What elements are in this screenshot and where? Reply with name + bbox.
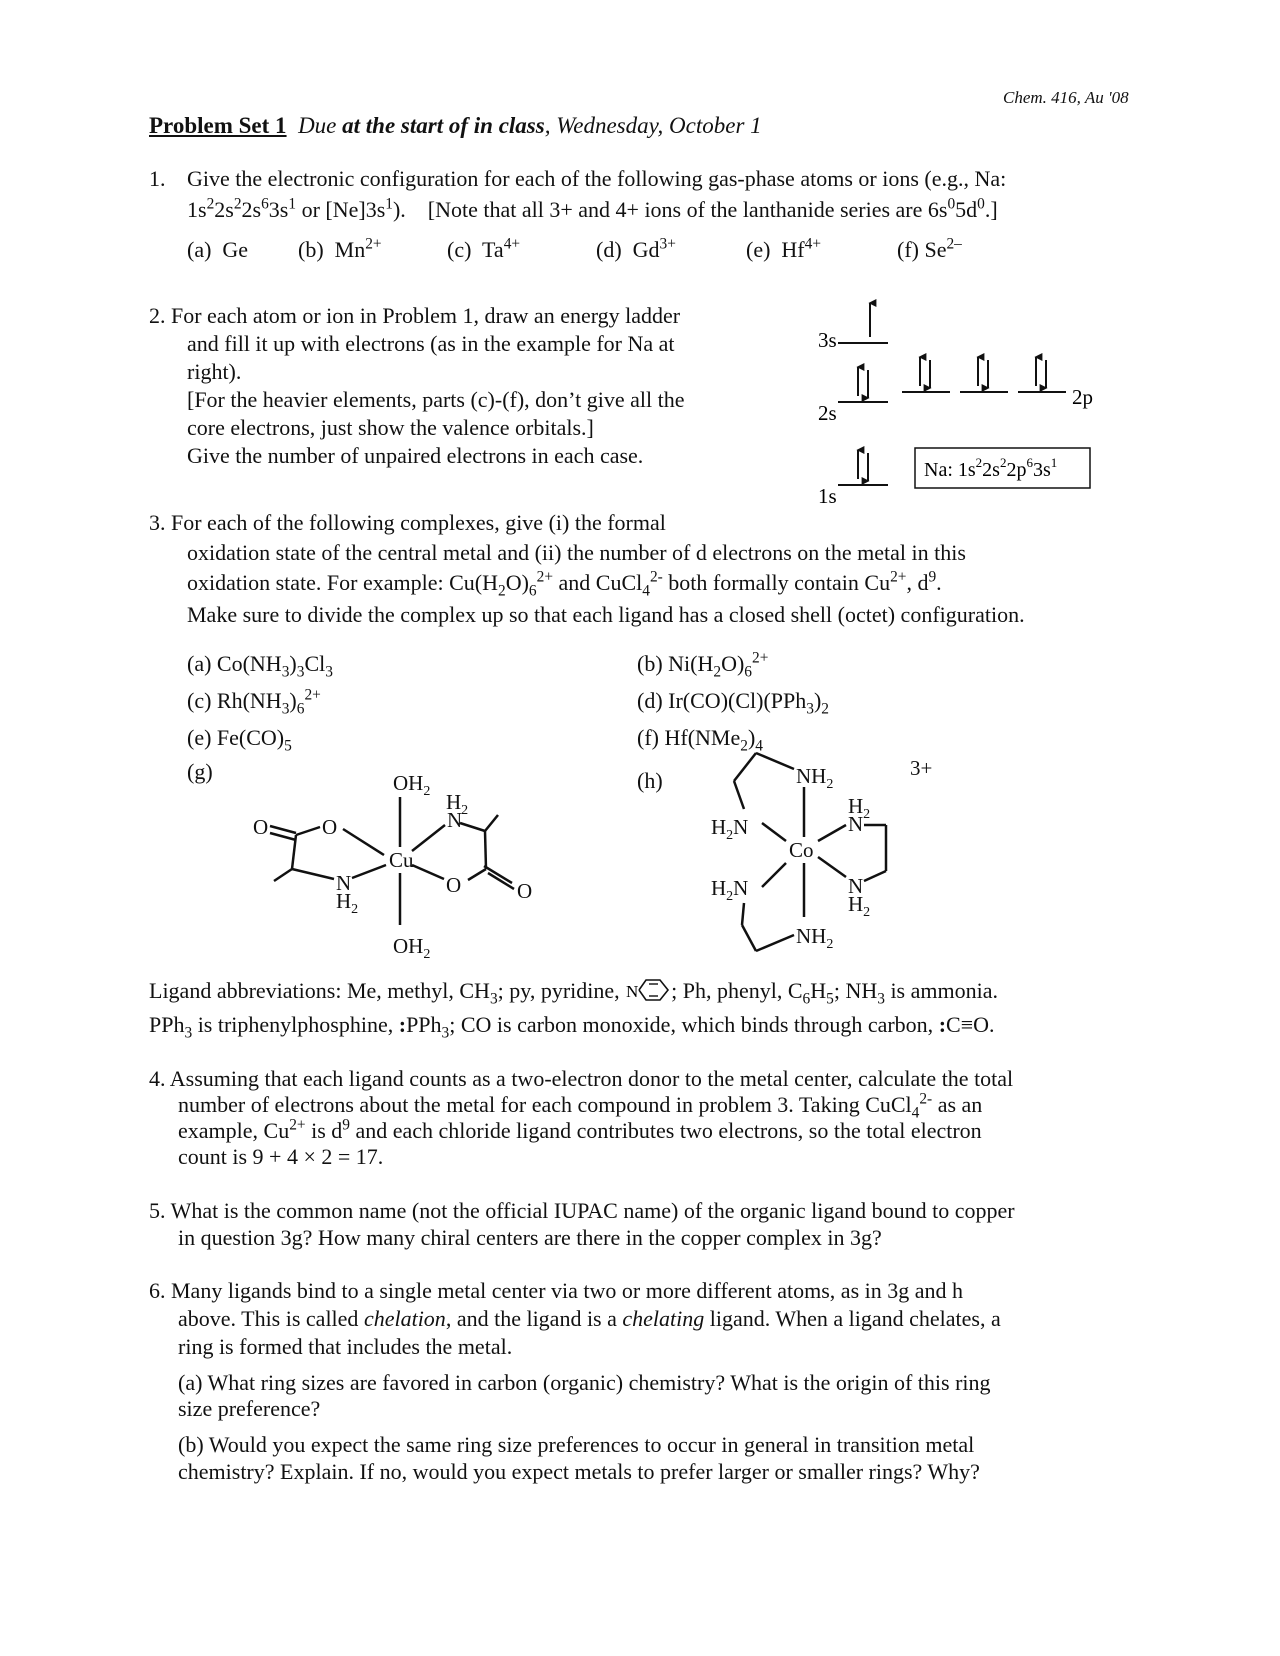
structure-h-cobalt-complex <box>700 745 980 965</box>
p1-part-f: (f) $Se^{2-}$ <box>897 235 962 262</box>
p4-line4: count is 9 + 4 × 2 = 17. <box>178 1144 384 1169</box>
ligand-line2: PPh$_3$ is triphenylphosphine, :PPh$_3$; CO is carbon monoxide, which binds through carbon, :C≡O. <box>149 1012 995 1042</box>
orbital-2p-2 <box>960 357 1008 392</box>
nh2-bottom-label: $NH_2$ <box>796 924 834 952</box>
p1-line1: Give the electronic configuration for each of the following gas-phase atoms or ions (e.g., Na: <box>187 166 1007 191</box>
p1-config: $1s^22s^22s^63s^1$ or $[Ne]3s^1$). <box>187 195 406 222</box>
due-date: , Wednesday, October 1 <box>544 113 762 138</box>
p6-line1: 6. Many ligands bind to a single metal center via two or more different atoms, as in 3g and h <box>149 1278 964 1303</box>
p6-line3: ring is formed that includes the metal. <box>178 1334 513 1359</box>
h2n-lower-left: $H_2N$ <box>711 876 749 904</box>
p1-part-b: (b) $Mn^{2+}$ <box>298 235 382 262</box>
n-lower-right: N <box>848 874 864 898</box>
p3-item-b: (b) $Ni(H_2O)_6^{2+}$ <box>637 649 769 681</box>
orbital-3s <box>818 303 888 352</box>
oh2-top-label: $OH_2$ <box>393 771 431 799</box>
page-title <box>149 112 762 140</box>
p3-line2: oxidation state of the central metal and (ii) the number of d electrons on the metal in this <box>187 540 966 565</box>
p2-line1: 2. For each atom or ion in Problem 1, draw an energy ladder <box>149 303 681 328</box>
h2-lower-right: $H_2$ <box>848 892 871 920</box>
cu-label: Cu <box>389 848 414 872</box>
p1-part-e: (e) $Hf^{4+}$ <box>746 235 822 262</box>
p3-item-g: (g) <box>187 759 213 784</box>
p3-item-c: (c) $Rh(NH_3)_6^{2+}$ <box>187 686 321 718</box>
amine-n-right: N <box>447 808 463 832</box>
p3-line3: oxidation state. For example: $Cu(H_2O)_6^{2+}$ and CuCl$_4^{2-}$ both formally contain $Cu^{2+}$, $d^9$. <box>187 568 942 600</box>
p3-item-d: (d) $Ir(CO)(Cl)(PPh_3)_2$ <box>637 688 829 718</box>
n-upper-right: N <box>848 812 864 836</box>
p4-line1: 4. Assuming that each ligand counts as a two-electron donor to the metal center, calculate the total <box>149 1066 1014 1091</box>
course-header: Chem. 416, Au '08 <box>1003 88 1129 107</box>
p6a-line1: (a) What ring sizes are favored in carbon (organic) chemistry? What is the origin of this ring <box>178 1370 991 1395</box>
due-prefix: Due <box>298 113 343 138</box>
p6a-line2: size preference? <box>178 1396 321 1421</box>
p5-line1: 5. What is the common name (not the official IUPAC name) of the organic ligand bound to copper <box>149 1198 1015 1223</box>
label-2p: 2p <box>1072 385 1093 409</box>
structure-g-copper-complex <box>250 765 570 965</box>
h2-upper-right: $H_2$ <box>848 794 871 822</box>
orbital-2p-1 <box>902 357 950 392</box>
p3-line1: 3. For each of the following complexes, give (i) the formal <box>149 510 666 535</box>
h2-right: $H_2$ <box>446 790 469 818</box>
label-3s: 3s <box>818 328 837 352</box>
p1-part-c: (c) $Ta^{4+}$ <box>447 235 521 262</box>
p3-line4: Make sure to divide the complex up so that each ligand has a closed shell (octet) configuration. <box>187 602 1025 627</box>
p1-part-d: (d) $Gd^{3+}$ <box>596 235 676 262</box>
p1-note: [Note that all 3+ and 4+ ions of the lanthanide series are $6s^05d^0$.] <box>427 195 998 222</box>
na-config-text: Na: $1s^22s^22p^63s^1$ <box>924 455 1058 481</box>
p1-line2 <box>187 197 998 223</box>
problem-set-label: Problem Set 1 <box>149 113 287 138</box>
p3-item-a: (a) $Co(NH_3)_3Cl_3$ <box>187 651 333 681</box>
na-energy-ladder <box>800 295 1120 510</box>
label-1s: 1s <box>818 484 837 508</box>
oh2-bottom-label: $OH_2$ <box>393 934 431 962</box>
p1-part-a: (a) Ge <box>187 237 249 262</box>
ester-o-left: O <box>322 815 338 839</box>
svg-text:N: N <box>626 982 639 1001</box>
p2-line3: right). <box>187 359 242 384</box>
charge-label: 3+ <box>910 756 933 780</box>
carbonyl-o-left: O <box>253 815 269 839</box>
amine-n-left: N <box>336 871 352 895</box>
p4-line2: number of electrons about the metal for each compound in problem 3. Taking CuCl$_4^{2-}$ as an <box>178 1090 983 1122</box>
p6-line2: above. This is called chelation, and the ligand is a chelating ligand. When a ligand chelates, a <box>178 1306 1001 1331</box>
p6b-line1: (b) Would you expect the same ring size preferences to occur in general in transition metal <box>178 1432 975 1457</box>
due-emphasis: at the start of in class <box>342 113 545 138</box>
p3-item-h: (h) <box>637 768 663 793</box>
h2n-upper-left: $H_2N$ <box>711 815 749 843</box>
p3-item-f: (f) $Hf(NMe_2)_4$ <box>637 725 763 755</box>
ester-o-right: O <box>446 873 462 897</box>
p4-line3: example, $Cu^{2+}$ is $d^9$ and each chloride ligand contributes two electrons, so the total electron <box>178 1116 982 1143</box>
ligand-line1: Ligand abbreviations: Me, methyl, $CH_3$; py, pyridine, N ; Ph, phenyl, $C_6H_5$; $NH_3$ is ammonia. <box>149 978 998 1008</box>
nh2-top-label: $NH_2$ <box>796 764 834 792</box>
orbital-1s <box>818 450 888 508</box>
pyridine-ring-icon <box>625 977 671 1003</box>
h2-left: $H_2$ <box>336 889 359 917</box>
p2-line2: and fill it up with electrons (as in the example for Na at <box>187 331 675 356</box>
orbital-2s <box>818 367 888 425</box>
p5-line2: in question 3g? How many chiral centers are there in the copper complex in 3g? <box>178 1225 882 1250</box>
p3-item-e: (e) $Fe(CO)_5$ <box>187 725 292 755</box>
p1-number: 1. <box>149 166 166 191</box>
p6b-line2: chemistry? Explain. If no, would you expect metals to prefer larger or smaller rings? Why? <box>178 1459 980 1484</box>
p2-line4: [For the heavier elements, parts (c)-(f), don’t give all the <box>187 387 685 412</box>
carbonyl-o-right: O <box>517 879 533 903</box>
orbital-2p-3 <box>1018 357 1093 409</box>
co-label: Co <box>789 838 814 862</box>
label-2s: 2s <box>818 401 837 425</box>
p2-line5: core electrons, just show the valence orbitals.] <box>187 415 594 440</box>
p2-line6: Give the number of unpaired electrons in each case. <box>187 443 644 468</box>
